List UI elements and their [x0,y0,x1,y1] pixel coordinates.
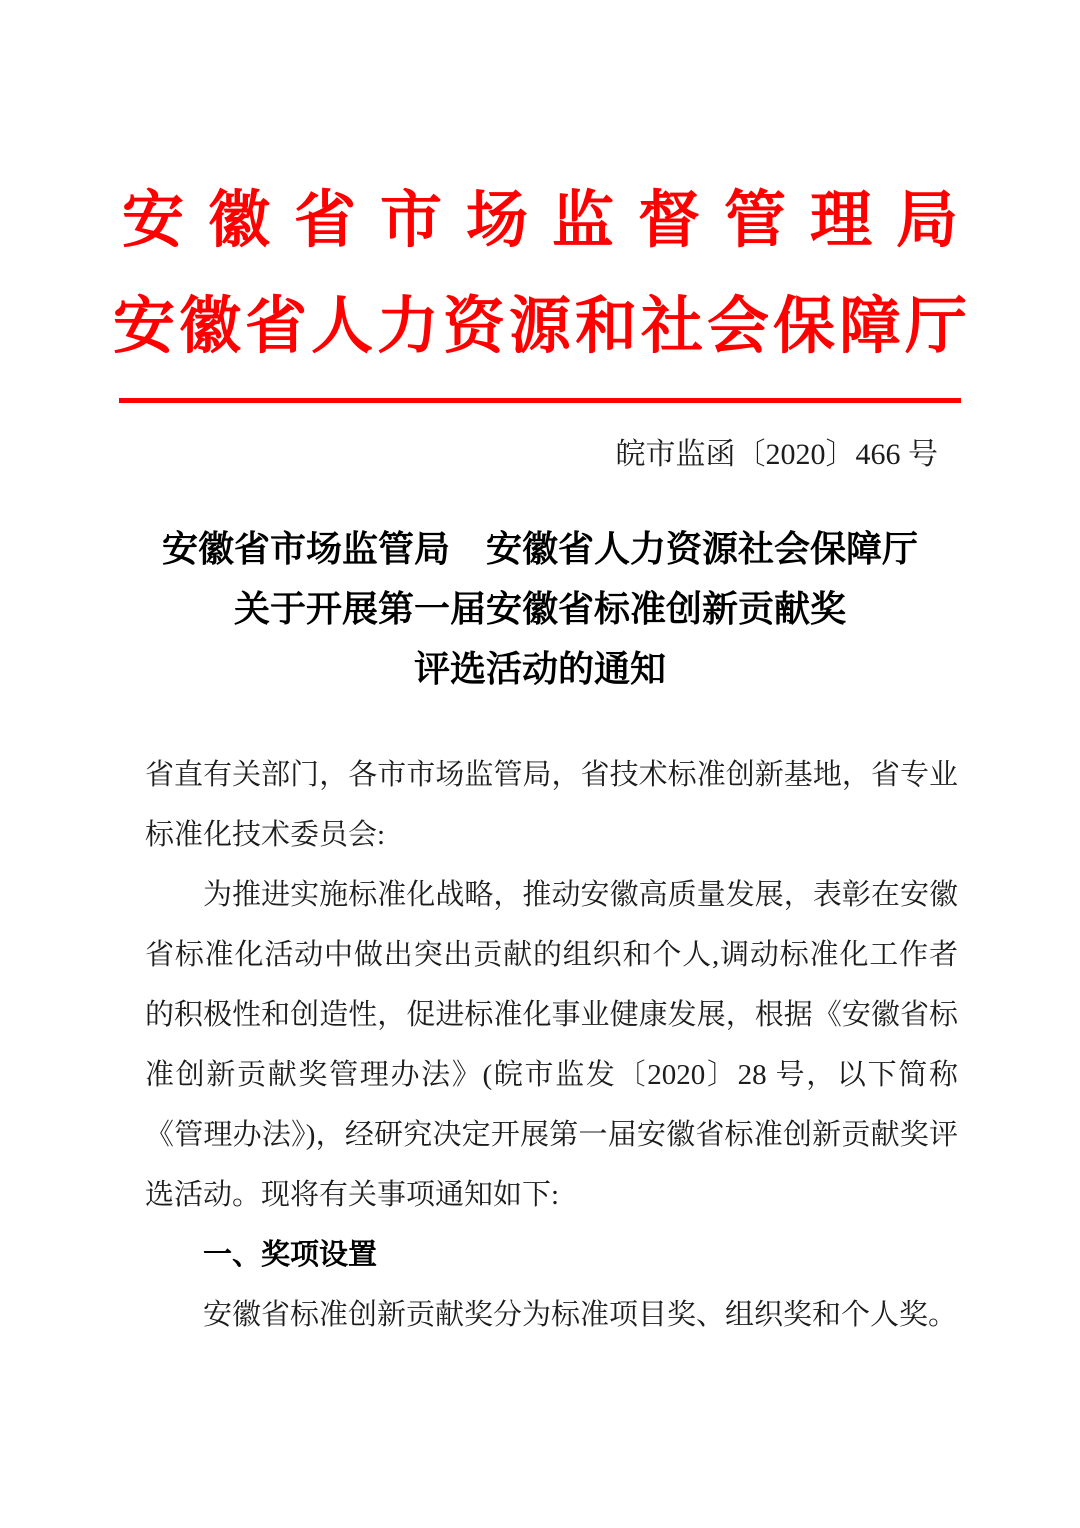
document-title-line-2: 关于开展第一届安徽省标准创新贡献奖 [233,589,846,629]
document-body [0,745,1080,1345]
document-title-line-3: 评选活动的通知 [413,649,666,689]
section-award-setup-paragraph: 安徽省标准创新贡献奖分为标准项目奖、组织奖和个人奖。 [203,1299,958,1331]
letterhead-agency-2-text: 安徽省人力资源和社会保障厅 [112,293,971,361]
document-number: 皖市监函〔2020〕466 号 [615,438,938,471]
letterhead [0,0,1080,403]
document-title [0,519,1080,699]
letterhead-divider-rule [119,398,961,403]
document-title-line-1: 安徽省市场监管局 安徽省人力资源社会保障厅 [161,529,918,569]
section-heading-award-setup: 一、奖项设置 [203,1239,378,1271]
intro-paragraph: 为推进实施标准化战略，推动安徽高质量发展，表彰在安徽省标准化活动中做出突出贡献的组织和个人,调动标准化工作者的积极性和创造性，促进标准化事业健康发展，根据《安徽省标准创新贡献奖管理办法》(皖市监发〔2020〕28 号，以下简称《管理办法》)，经研究决定开展第一届安徽省标准创新贡献奖评选活动。现将有关事项通知如下: [145,879,958,1211]
letterhead-agency-1-text: 安徽省市场监督管理局 [121,187,982,255]
salutation-paragraph: 省直有关部门，各市市场监管局，省技术标准创新基地，省专业标准化技术委员会: [145,759,958,851]
letterhead-agency-1 [0,187,1080,255]
letterhead-agency-2 [0,293,1080,361]
